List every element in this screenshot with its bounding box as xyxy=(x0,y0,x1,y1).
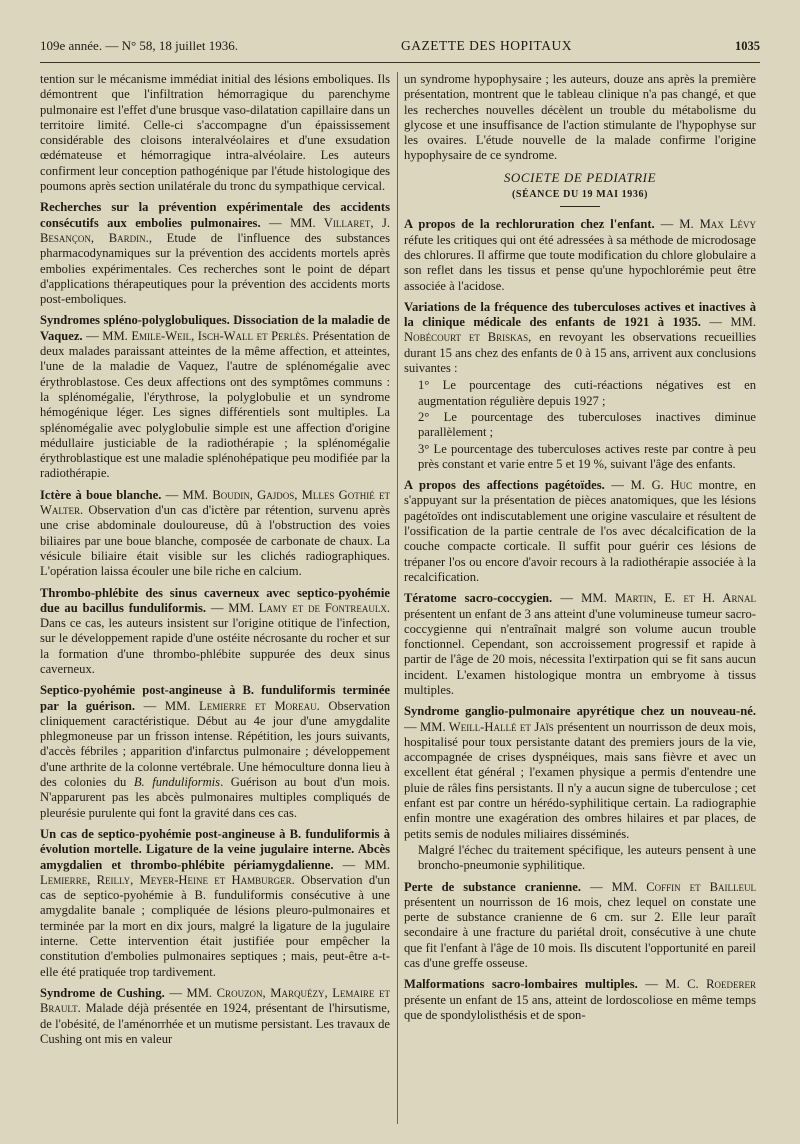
article xyxy=(404,217,756,293)
article-text: en revoyant les observations recueillies durant 15 ans chez des enfants de 0 à 15 ans, arrivent aux conclusions suivantes : xyxy=(404,330,756,376)
article-authors: — MM. Lemierre et Moreau. xyxy=(143,698,320,713)
article xyxy=(404,300,756,376)
article-authors: — M. Max Lévy xyxy=(660,217,756,232)
article-text: présente un enfant de 15 ans, atteint de lordoscoliose en même temps que de spondylolisthésis et de spon- xyxy=(404,992,756,1022)
article-text: . Guérison au bout d'un mois. N'apparurent pas les abcès pulmonaires multiples compliqués de pleurésie purulente qui font la gravité dans ces cas. xyxy=(40,775,390,820)
article xyxy=(40,313,390,481)
header-rule xyxy=(40,62,760,63)
article-text: présentent un enfant de 3 ans atteint d'une volumineuse tumeur sacro-coccygienne qui n'entraînait malgré son volume aucun trouble fonctionnel. Cependant, son accroissement progressif et rapide à partir de l'âge de 20 mois, nécessita l'extirpation qui se fit sans aucun incident. L'examen histologique montra un embryome à tissus multiples. xyxy=(404,606,756,697)
society-title: SOCIETE DE PEDIATRIE xyxy=(503,169,657,185)
article xyxy=(404,704,756,842)
article-heading: Ictère à boue blanche. xyxy=(40,487,162,502)
left-column xyxy=(40,72,390,1124)
article-authors: — MM. Lemierre, Reilly, Meyer-Heine et Hamburger. xyxy=(40,857,390,887)
article xyxy=(40,683,390,821)
journal-title: GAZETTE DES HOPITAUX xyxy=(401,38,572,53)
list-item: 1° Le pourcentage des cuti-réactions négatives est en augmentation régulière depuis 1927 ; xyxy=(418,378,756,408)
article-heading: Perte de substance cranienne. xyxy=(404,879,582,894)
article-text: Présentation de deux malades paraissant atteintes de la même affection, et atteintes, l'une de la maladie de Vaquez, l'autre de splénomégalie avec érythroblastose. Ces deux affections ont des symptômes communs : la splénomégalie, l'érythrose, la polyglobulie et un syndrome hémogénique léger. Les signes différentiels sont multiples. La splénomégalie avec polyglobulie simple est une affection d'origine médullaire justiciable de la radiothérapie ; la splénomégalie érythroblastique est une maladie splénohépatique peu modifiée par la radiothérapie. xyxy=(40,328,390,481)
article xyxy=(40,827,390,980)
session-date: (SÉANCE DU 19 MAI 1936) xyxy=(511,189,649,201)
paragraph: Malgré l'échec du traitement spécifique, les auteurs pensent à une broncho-pneumonie syphilitique. xyxy=(418,842,756,873)
article-authors: — MM. Crouzon, Marquézy, Lemaire et Brault. xyxy=(40,985,390,1016)
article-italic: B. funduliformis xyxy=(133,775,221,790)
article-authors: — MM. Martin, E. et H. Arnal xyxy=(560,591,756,606)
page-number: 1035 xyxy=(735,39,760,53)
article-heading: Septico-pyohémie post-angineuse à B. funduliformis terminée par la guérison. xyxy=(40,683,390,713)
article-heading: Variations de la fréquence des tuberculoses actives et inactives à la clinique médicale des enfants de 1921 à 1935. xyxy=(404,299,756,330)
article-heading: Tératome sacro-coccygien. xyxy=(404,591,553,606)
article-text: Observation cliniquement caractéristique. Début au 4e jour d'une amygdalite phlegmoneuse par un frisson intense. Répétition, les jours suivants, d'accès fébriles ; apparition d'infarctus pulmonaire ; développement d'une arthrite de la colonne vertébrale. Une hémoculture donna lieu à des colonies du xyxy=(40,698,390,790)
article-authors: — MM. Boudin, Gajdos, Mlles Gothié et Walter. xyxy=(40,487,390,518)
column-divider xyxy=(397,72,398,1124)
article-heading: A propos de la rechloruration chez l'enfant. xyxy=(404,217,655,232)
article xyxy=(404,880,756,972)
article-text: Malade déjà présentée en 1924, présentant de l'hirsutisme, de l'obésité, de l'aménorrhée et un mutisme persistant. Les travaux de Cushing ont mis en valeur xyxy=(40,1001,390,1046)
right-column xyxy=(404,72,756,1124)
article-text: présentent un nourrisson de 16 mois, chez lequel on constate une perte de substance cranienne de 6 cm. sur 2. Elle leur paraît secondaire à une fracture du pariétal droit, consécutive à une chute que fit l'enfant à l'âge de 10 mois. Ils discutent l'opportunité en pareil cas d'une greffe osseuse. xyxy=(404,894,756,971)
article-authors: — MM. Nobécourt et Briskas, xyxy=(404,315,756,345)
article xyxy=(404,591,756,698)
issue-info: 109e année. — N° 58, 18 juillet 1936. xyxy=(40,38,238,53)
article xyxy=(40,986,390,1047)
article-heading: Malformations sacro-lombaires multiples. xyxy=(404,977,638,992)
article-text: Observation d'un cas d'ictère par rétention, survenu après une crise abdominale douloureuse, dû à l'obstruction des voies biliaires par une boue blanche, composée de carbonate de chaux. La vésicule biliaire était visible sur les clichés radiographiques. L'opération laissa écouler une bile riche en calcium. xyxy=(40,503,390,579)
article-heading: Syndromes spléno-polyglobuliques. Dissociation de la maladie de Vaquez. xyxy=(40,313,390,343)
article xyxy=(404,478,756,585)
running-header xyxy=(40,38,760,60)
article-authors: — MM. Emile-Weil, Isch-Wall et Perlès. xyxy=(86,328,309,343)
article xyxy=(40,488,390,580)
article-heading: Thrombo-phlébite des sinus caverneux avec septico-pyohémie due au bacillus funduliformis. xyxy=(40,585,390,615)
list-item: 2° Le pourcentage des tuberculoses inactives diminue parallèlement ; xyxy=(418,409,756,440)
article-heading: Syndrome ganglio-pulmonaire apyrétique chez un nouveau-né. xyxy=(404,704,756,719)
section-rule xyxy=(560,206,600,207)
article xyxy=(40,586,390,678)
article-heading: Un cas de septico-pyohémie post-angineuse à B. funduliformis à évolution mortelle. Ligature de la veine jugulaire interne. Abcès amygdalien et thrombo-phlébite périamygdalienne. xyxy=(40,826,390,872)
article-text: montre, en s'appuyant sur la présentation de pièces anatomiques, que les lésions pagétoïdes ont indiscutablement une origine vasculaire et résultent de l'ossification de la partie centrale de l'os avec décalcification de la couche compacte corticale. Il suffit pour guérir ces lésions de trépaner l'os ou encore d'avoir recours à la radiothérapie associée à la recalcification. xyxy=(404,478,756,584)
article-text: présentent un nourrisson de deux mois, hospitalisé pour toux persistante datant des premiers jours de la vie, accompagnée de crises dyspnéiques, mais sans fièvre et avec un excellent état général ; l'examen physique a permis d'entendre une pluie de râles fins persistants. Il n'y a aucun signe de tuberculose ; cet enfant est par contre un hérédo-syphilitique certain. La radiographie enfin montre une exagération des ombres hilaires et par places, de petits semis de nodules miliaires disséminés. xyxy=(404,719,756,841)
article-authors: — MM. Lamy et de Fontreaulx. xyxy=(210,600,390,615)
article xyxy=(40,200,390,307)
article-authors: — MM. Villaret, J. Besançon, Bardin. xyxy=(40,215,390,245)
article-heading: Recherches sur la prévention expérimentale des accidents consécutifs aux embolies pulmonaires. xyxy=(40,200,390,230)
list-item: 3° Le pourcentage des tuberculoses actives reste par contre à peu près constant et varie entre 5 et 19 %, suivant l'âge des enfants. xyxy=(418,441,756,471)
article-authors: — MM. Coffin et Bailleul xyxy=(590,879,756,894)
paragraph: tention sur le mécanisme immédiat initial des lésions emboliques. Ils démontrent que l'infiltration hémorragique du parenchyme pulmonaire est l'effet d'une brusque vaso-dilatation capillaire dans un territoire limité. Celle-ci s'accompagne d'un épaississement considérable des cloisons interalvéolaires et d'une exsudation œdémateuse et hémorragique intra-alvéolaire. Les auteurs confirment leur conception pathogénique par l'étude histologique des poumons après section unilatérale du tronc du sympathique cervical. xyxy=(40,72,390,194)
article-authors: — M. C. Roederer xyxy=(645,977,756,992)
article-text: , Etude de l'influence des substances pharmacodynamiques sur la prévention des accidents mortels après embolies expérimentales. Ces recherches sont le point de départ d'applications thérapeutiques pour la prévention des accidents morts post-emboliques. xyxy=(40,230,390,307)
paragraph: un syndrome hypophysaire ; les auteurs, douze ans après la première présentation, montrent que le tableau clinique n'a pas changé, et que les recherches nouvelles décèlent un trouble du métabolisme du glycose et une insuffisance de l'action stimulante de l'hypophyse sur les ovaires. L'étude nouvelle de la malade confirme l'origine hypophysaire de ce syndrome. xyxy=(404,72,756,163)
article-text: Observation d'un cas de septico-pyohémie à B. funduliformis consécutive à une amygdalite banale ; compliquée de lésions pleuro-pulmonaires et terminée par la mort en dix jours, malgré la ligature de la jugulaire interne. Cette intervention était justifiée pour empêcher la constitution d'embolies pulmonaires septiques ; mais, peut-être a-t-elle été pratiquée trop tardivement. xyxy=(40,872,390,979)
article-authors: — M. G. Huc xyxy=(611,478,693,493)
article xyxy=(404,977,756,1023)
article-heading: Syndrome de Cushing. xyxy=(40,985,165,1000)
article-heading: A propos des affections pagétoïdes. xyxy=(404,478,605,493)
article-text: Dans ce cas, les auteurs insistent sur l'origine otitique de l'infection, sur le développement rapide d'une ostéite nécrosante du rocher et sur la formation d'une thrombo-phlébite suppurée des deux sinus caverneux. xyxy=(40,616,390,676)
article-text: réfute les critiques qui ont été adressées à sa méthode de microdosage des chlorures. Il affirme que toute modification du chlore globulaire a son reflet dans les tissus et pense qu'une hypochlorémie peut être associée à l'acidose. xyxy=(404,232,756,293)
article-authors: — MM. Weill-Hallé et Jaïs xyxy=(404,719,554,734)
